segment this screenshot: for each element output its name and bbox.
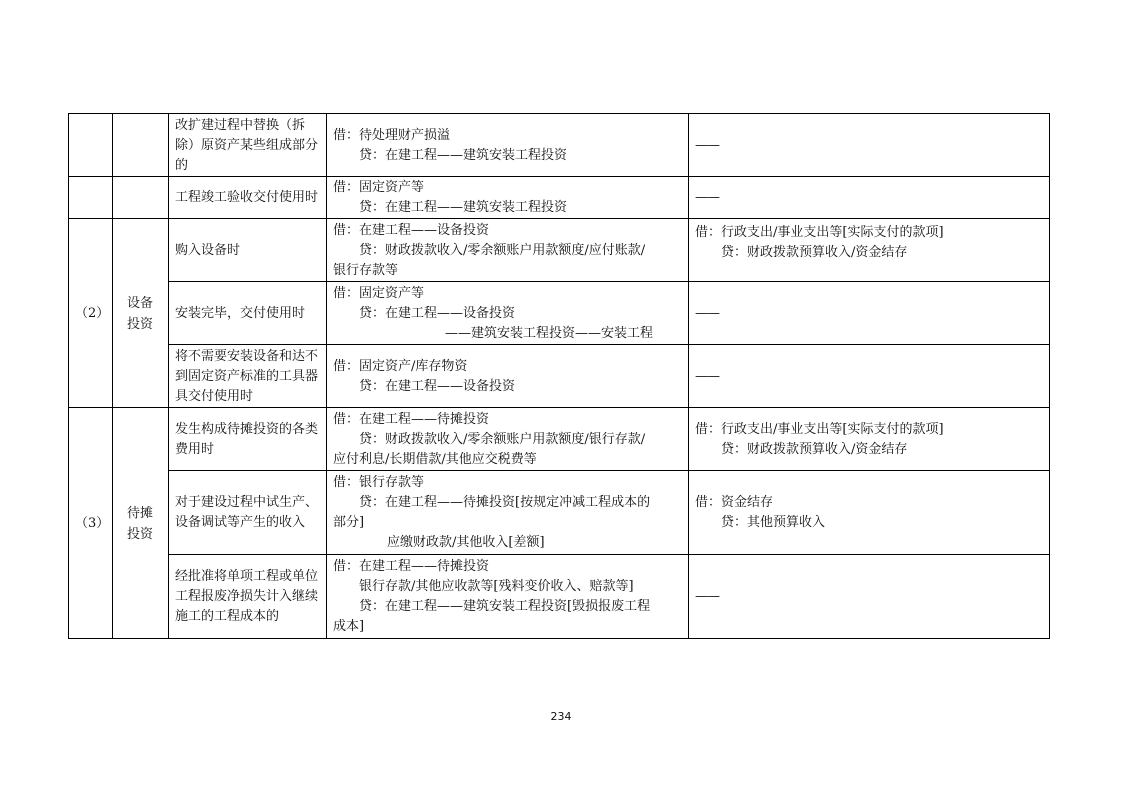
entry-line: 贷：在建工程——待摊投资[按规定冲减工程成本的 [359,495,651,510]
entry-line: 借：银行存款等 [333,475,425,490]
entry-line: 贷：财政拨款收入/零余额账户用款额度/应付账款/ [359,242,646,258]
entry-line: ——建筑安装工程投资——安装工程 [445,325,654,341]
entry-line: 贷：财政拨款预算收入/资金结存 [721,245,908,260]
budget-entry-cell [689,555,1050,639]
table-row [69,177,1050,219]
table-row [69,408,1050,471]
condition-cell: 经批准将单项工程或单位工程报废净损失计入继续施工的工程成本的 [169,555,327,639]
condition-cell: 安装完毕，交付使用时 [169,282,327,345]
entry-line: 借：在建工程——待摊投资 [333,559,490,574]
accounting-entries-table [68,113,1050,639]
entry-line: 应缴财政款/其他收入[差额] [387,535,545,550]
entry-line: 借：固定资产等 [333,285,425,301]
category-cell [113,408,169,639]
entry-line: 贷：在建工程——设备投资 [359,305,516,321]
budget-entry-cell [689,219,1050,282]
entry-line: 借：固定资产/库存物资 [333,358,468,374]
item-number-cell [69,114,113,177]
financial-entry-cell [327,408,689,471]
entry-line: 借：在建工程——待摊投资 [333,411,490,427]
entry-line: 贷：财政拨款收入/零余额账户用款额度/银行存款/ [359,431,646,447]
entry-line: 借：资金结存 [695,495,774,510]
category-cell [113,219,169,408]
table-row [69,219,1050,282]
budget-entry-cell [689,345,1050,408]
category-label: 待摊投资 [127,505,154,542]
budget-dash: —— [695,305,719,321]
entry-line: 贷：在建工程——建筑安装工程投资[毁损报废工程 [359,599,651,614]
table-row [69,345,1050,408]
budget-entry-cell [689,114,1050,177]
condition-cell: 对于建设过程中试生产、设备调试等产生的收入 [169,471,327,555]
budget-dash: —— [695,137,719,153]
table-row [69,555,1050,639]
entry-line: 借：行政支出/事业支出等[实际支付的款项] [695,225,944,240]
entry-line: 贷：在建工程——设备投资 [359,378,516,394]
financial-entry-cell [327,177,689,219]
entry-line: 银行存款等 [333,262,399,278]
financial-entry-cell [327,345,689,408]
entry-line: 贷：在建工程——建筑安装工程投资 [359,200,568,215]
category-label: 设备投资 [127,295,154,332]
budget-entry-cell [689,471,1050,555]
financial-entry-cell [327,282,689,345]
category-cell [113,177,169,219]
financial-entry-cell [327,555,689,639]
item-number-cell: （2） [69,219,113,408]
page-number: 234 [550,710,572,723]
entry-line: 应付利息/长期借款/其他应交税费等 [333,451,537,467]
budget-entry-cell [689,282,1050,345]
entry-line: 银行存款/其他应收款等[残料变价收入、赔款等] [359,579,634,594]
table-row [69,471,1050,555]
item-number-cell: （3） [69,408,113,639]
financial-entry-cell [327,219,689,282]
condition-cell: 发生构成待摊投资的各类费用时 [169,408,327,471]
entry-line: 借：在建工程——设备投资 [333,222,490,238]
budget-dash: —— [695,589,719,604]
entry-line: 借：行政支出/事业支出等[实际支付的款项] [695,421,944,437]
financial-entry-cell [327,471,689,555]
entry-line: 贷：在建工程——建筑安装工程投资 [359,147,568,163]
entry-line: 借：固定资产等 [333,180,425,195]
table-row [69,282,1050,345]
entry-line: 借：待处理财产损溢 [333,127,451,143]
condition-cell: 改扩建过程中替换（拆除）原资产某些组成部分的 [169,114,327,177]
item-number-cell [69,177,113,219]
condition-cell: 购入设备时 [169,219,327,282]
category-cell [113,114,169,177]
financial-entry-cell [327,114,689,177]
entry-line: 部分] [333,515,365,530]
budget-entry-cell [689,408,1050,471]
condition-cell: 工程竣工验收交付使用时 [169,177,327,219]
entry-line: 成本] [333,619,365,634]
entry-line: 贷：财政拨款预算收入/资金结存 [721,441,908,457]
budget-dash: —— [695,368,719,384]
table-row [69,114,1050,177]
condition-cell: 将不需要安装设备和达不到固定资产标准的工具器具交付使用时 [169,345,327,408]
entry-line: 贷：其他预算收入 [721,515,826,530]
budget-entry-cell [689,177,1050,219]
budget-dash: —— [695,190,719,205]
